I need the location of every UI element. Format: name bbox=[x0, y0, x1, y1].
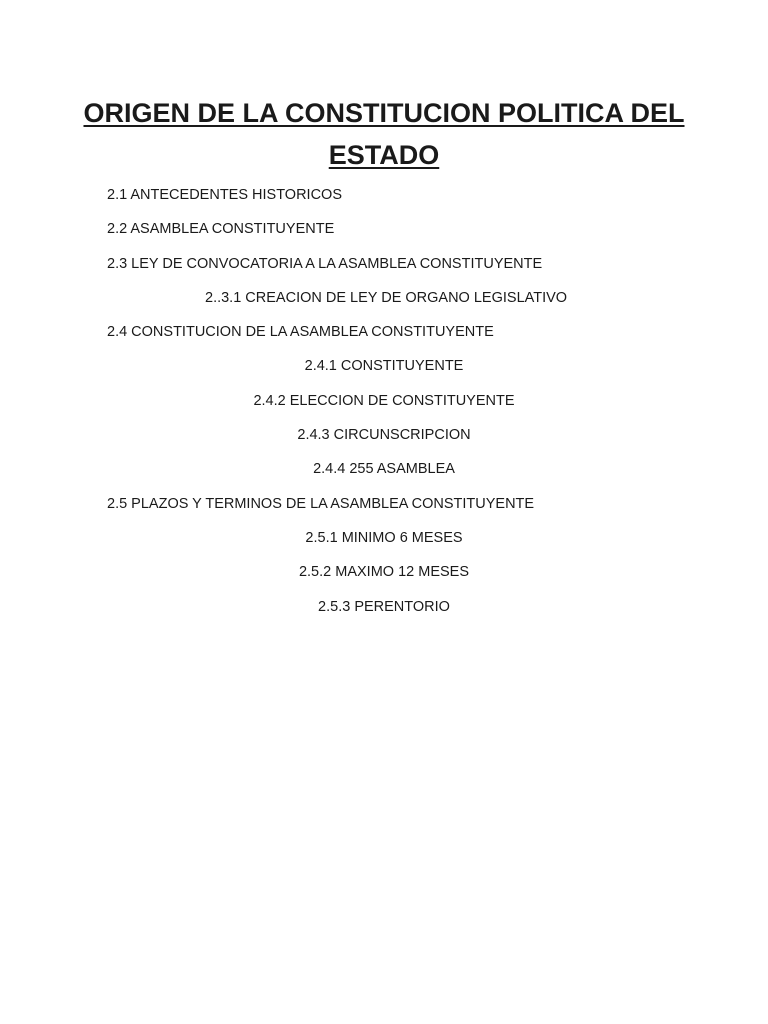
toc-item-2-5-3: 2.5.3 PERENTORIO bbox=[318, 598, 450, 615]
table-of-contents bbox=[0, 182, 768, 628]
toc-item-2-4: 2.4 CONSTITUCION DE LA ASAMBLEA CONSTITUYENTE bbox=[107, 324, 494, 341]
toc-item-2-4-1: 2.4.1 CONSTITUYENTE bbox=[304, 358, 464, 375]
document-title-line-2: ESTADO bbox=[328, 140, 440, 170]
toc-item-2-5: 2.5 PLAZOS Y TERMINOS DE LA ASAMBLEA CONSTITUYENTE bbox=[107, 495, 535, 512]
toc-item-2-4-3: 2.4.3 CIRCUNSCRIPCION bbox=[297, 427, 471, 444]
toc-item-2-1: 2.1 ANTECEDENTES HISTORICOS bbox=[107, 187, 343, 203]
toc-item-2-2: 2.2 ASAMBLEA CONSTITUYENTE bbox=[107, 221, 335, 238]
document-title bbox=[60, 92, 708, 176]
toc-item-2-4-2: 2.4.2 ELECCION DE CONSTITUYENTE bbox=[253, 392, 515, 409]
toc-item-2-5-1: 2.5.1 MINIMO 6 MESES bbox=[305, 529, 463, 546]
toc-item-2-4-4: 2.4.4 255 ASAMBLEA bbox=[313, 461, 455, 478]
document-title-line-1: ORIGEN DE LA CONSTITUCION POLITICA DEL bbox=[83, 98, 685, 128]
toc-item-2-5-2: 2.5.2 MAXIMO 12 MESES bbox=[298, 564, 470, 581]
toc-item-2-3: 2.3 LEY DE CONVOCATORIA A LA ASAMBLEA CONSTITUYENTE bbox=[107, 255, 543, 272]
toc-item-2-3-1: 2..3.1 CREACION DE LEY DE ORGANO LEGISLATIVO bbox=[205, 289, 568, 306]
